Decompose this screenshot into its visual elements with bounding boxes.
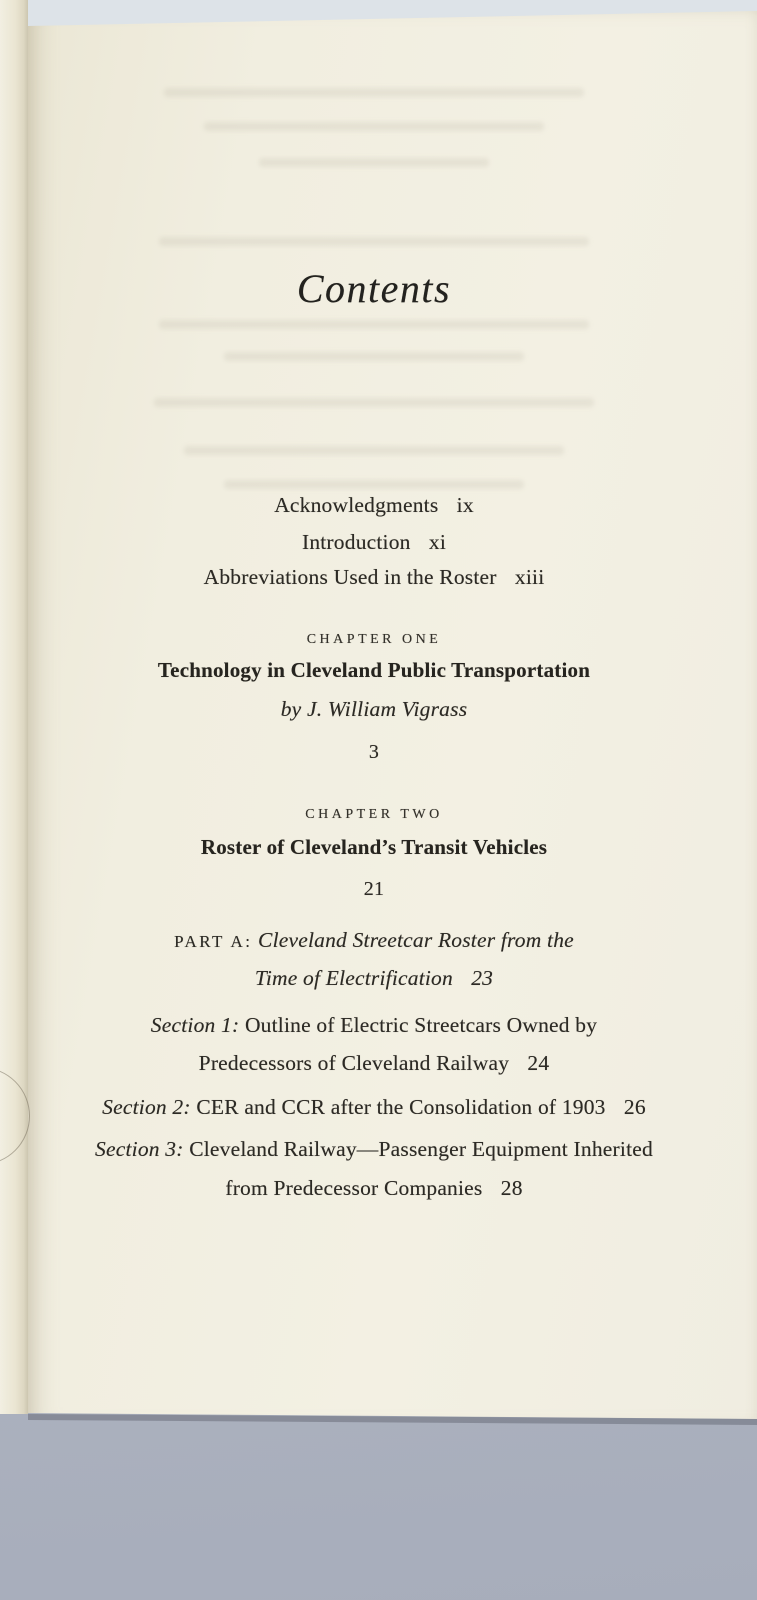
chapter-one-title: Technology in Cleveland Public Transportation bbox=[157, 658, 591, 682]
show-through-line bbox=[259, 158, 489, 167]
entry-page-number: ix bbox=[456, 493, 474, 517]
part-a-kicker: PART A: bbox=[174, 932, 253, 951]
section-2-label: Section 2: bbox=[102, 1095, 191, 1119]
show-through-line bbox=[184, 446, 564, 455]
toc-entry-section-1-line-1 bbox=[28, 1013, 720, 1038]
toc-entry-section-1-line-2 bbox=[28, 1051, 720, 1076]
section-1-page-number: 24 bbox=[527, 1051, 550, 1075]
part-a-title-continued: Time of Electrification bbox=[254, 966, 453, 990]
toc-entry-part-a-line-1 bbox=[28, 928, 720, 953]
chapter-one-kicker: CHAPTER ONE bbox=[306, 632, 442, 647]
section-3-label: Section 3: bbox=[95, 1137, 184, 1161]
entry-page-number: xi bbox=[428, 530, 447, 554]
toc-entry-section-2 bbox=[28, 1095, 720, 1120]
show-through-line bbox=[154, 398, 594, 407]
toc-entry-section-3-line-2 bbox=[28, 1176, 720, 1201]
toc-entry-abbreviations bbox=[28, 565, 720, 590]
show-through-line bbox=[164, 88, 584, 97]
section-2-page-number: 26 bbox=[623, 1095, 646, 1119]
toc-entry-introduction bbox=[28, 530, 720, 555]
section-1-text: Outline of Electric Streetcars Owned by bbox=[244, 1013, 598, 1037]
show-through-line bbox=[224, 480, 524, 489]
entry-label: Abbreviations Used in the Roster bbox=[203, 565, 497, 589]
toc-entry-part-a-line-2 bbox=[28, 966, 720, 991]
entry-page-number: xiii bbox=[514, 565, 545, 589]
entry-label: Acknowledgments bbox=[274, 493, 439, 517]
section-3-text: Cleveland Railway—Passenger Equipment Inherited bbox=[189, 1137, 653, 1161]
part-a-page-number: 23 bbox=[471, 966, 494, 990]
chapter-one-byline: by J. William Vigrass bbox=[280, 697, 468, 721]
show-through-line bbox=[159, 237, 589, 246]
section-2-text: CER and CCR after the Consolidation of 1903 bbox=[196, 1095, 606, 1119]
toc-entry-acknowledgments bbox=[28, 493, 720, 518]
chapter-one-page-number: 3 bbox=[368, 741, 380, 763]
entry-label: Introduction bbox=[301, 530, 411, 554]
toc-heading: Contents bbox=[296, 266, 452, 311]
show-through-line bbox=[224, 352, 524, 361]
toc-entry-section-3-line-1 bbox=[28, 1137, 720, 1162]
section-1-text-continued: Predecessors of Cleveland Railway bbox=[198, 1051, 510, 1075]
show-through-line bbox=[159, 320, 589, 329]
section-3-page-number: 28 bbox=[500, 1176, 523, 1200]
toc-text bbox=[28, 0, 720, 1424]
section-1-label: Section 1: bbox=[150, 1013, 240, 1037]
page-edge-strip bbox=[0, 0, 28, 1414]
part-a-title: Cleveland Streetcar Roster from the bbox=[258, 928, 574, 952]
chapter-two-title: Roster of Cleveland’s Transit Vehicles bbox=[200, 835, 548, 859]
section-3-text-continued: from Predecessor Companies bbox=[225, 1176, 483, 1200]
show-through-line bbox=[204, 122, 544, 131]
chapter-two-kicker: CHAPTER TWO bbox=[305, 807, 443, 822]
chapter-two-page-number: 21 bbox=[363, 878, 385, 900]
